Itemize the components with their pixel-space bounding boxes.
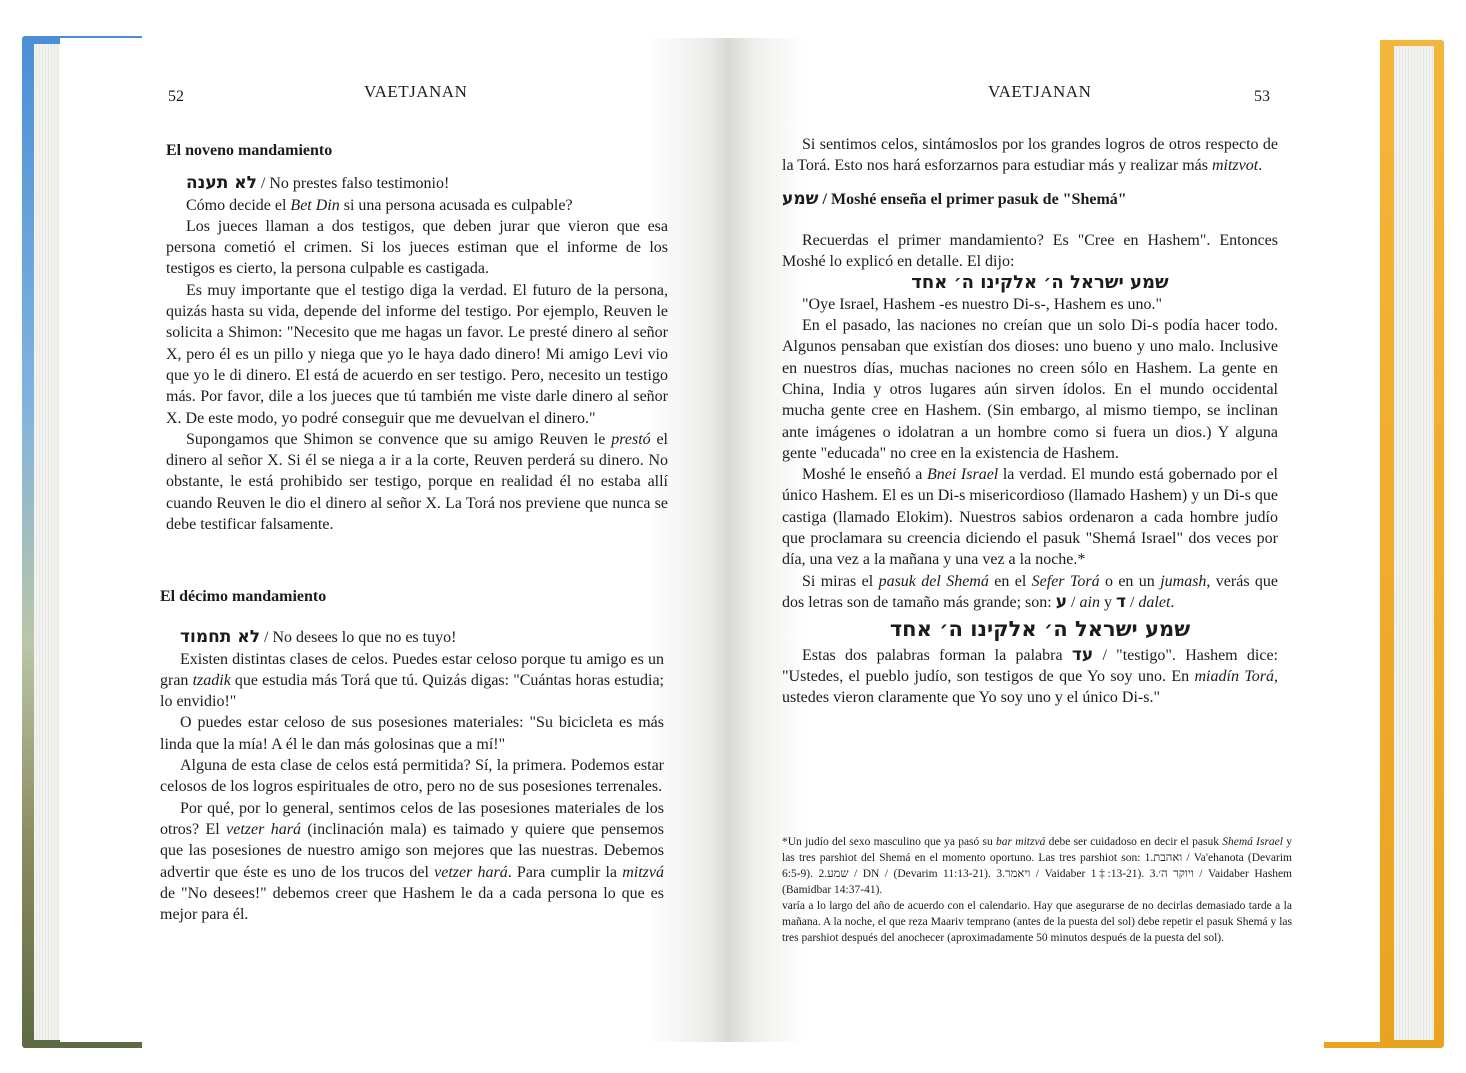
paragraph: Por qué, por lo general, sentimos celos de las posesiones materiales de los otros? El vetzer hará (inclinación mala) es taimado y quiere que pensemos que las posesiones de nuestro amigo son mejores que las nuestras. Debemos advertir que éste es uno de los trucos del vetzer hará. Para cumplir la mitzvá de "No desees!" debemos creer que Hashem le da a cada persona lo que es mejor para él. [160,799,665,924]
left-page [60,38,728,1042]
shema-verse-large: שמע ישראל ה׳ אלקינו ה׳ אחד [889,617,1191,642]
footnote-text: *Un judío del sexo masculino que ya pasó su bar mitzvá debe ser cuidadoso en decir el pasuk Shemá Israel y las tres parshiot del Shemá en el momento oportuno. Las tres parshiot son: 1.ואהבת / Va'ehanota (Devarim 6:5-9). 2.שמע / DN / (Devarim 11:13-21). 3.ויאמר / Vaidaber 1‡:13-21). 3.ויוקר ה׳ / Vaidaber Hashem (Bamidbar 14:37-41). [782,836,1293,896]
paragraph: Estas dos palabras forman la palabra עד / "testigo". Hashem dice: "Ustedes, el pueblo judío, son testigos de que Yo soy uno. En miadín Torá, ustedes vieron claramente que Yo soy uno y el único Di-s." [782,644,1278,707]
footnote [782,834,1292,946]
right-page [728,38,1380,1042]
left-column-bottom [160,586,664,925]
paragraph: Cómo decide el Bet Din si una persona acusada es culpable? [186,196,573,214]
page-edges-right [1394,46,1434,1040]
page-number-left: 52 [168,88,184,105]
section-heading-shema: שמע / Moshé enseña el primer pasuk de "Shemá" [782,188,1127,209]
running-head-left: VAETJANAN [364,82,468,101]
left-column-top [166,140,668,535]
paragraph: Recuerdas el primer mandamiento? Es "Cree en Hashem". Entonces Moshé lo explicó en detalle. El dijo: [782,231,1278,271]
paragraph: O puedes estar celoso de sus posesiones materiales: "Su bicicleta es más linda que la mía! A él le dan más golosinas que a mí!" [160,714,664,753]
paragraph: Los jueces llaman a dos testigos, que deben jurar que vieron que esa persona cometió el crimen. Si los jueces estiman que el informe de los testigos es cierto, la persona culpable es castigada. [166,217,668,278]
page-number-right: 53 [1254,88,1270,105]
running-head-right: VAETJANAN [988,82,1092,101]
footnote-text-continued: varía a lo largo del año de acuerdo con el calendario. Hay que asegurarse de no decirlas demasiado tarde a la mañana. A la noche, el que reza Maariv temprano (antes de la puesta del sol) debe repetir el pasuk Shemá y las tres parshiot después del anochecer (aproximadamente 50 minutos después de la puesta del sol). [782,900,1292,944]
paragraph: Alguna de esta clase de celos está permitida? Sí, la primera. Podemos estar celosos de los logros espirituales de otro, pero no de sus posesiones terrenales. [160,757,664,796]
hebrew-lo-taane: לא תענה [186,173,257,194]
paragraph: Si miras el pasuk del Shemá en el Sefer Torá o en un jumash, verás que dos letras son de tamaño más grande; son: ע / ain y ד / dalet. [782,572,1279,612]
ninth-commandment-line: לא תענה / No prestes falso testimonio! [186,173,450,194]
paragraph: Moshé le enseñó a Bnei Israel la verdad. El mundo está gobernado por el único Hashem. El es un Di-s misericordioso (llamado Hashem) y un Di-s que castiga (llamado Elokim). Nuestros sabios ordenaron a cada hombre judío que proclamara su creencia diciendo el pasuk "Shemá Israel" dos veces por día, una vez a la mañana y una vez a la noche.* [782,466,1278,569]
paragraph: "Oye Israel, Hashem -es nuestro Di-s-, Hashem es uno." [802,295,1163,313]
section-heading-tenth: El décimo mandamiento [160,588,327,605]
paragraph: En el pasado, las naciones no creían que un solo Di-s podía hacer todo. Algunos pensaban que existían dos dioses: uno bueno y uno malo. Inclusive en nuestros días, muchas naciones no creen sólo en Hashem. La gente en China, India y otros lugares aún sirven ídolos. En el mundo occidental mucha gente cree en Hashem. (Sin embargo, al mismo tiempo, se inclinan ante imágenes o idolatran a un hombre como si fuera un dios.) Y alguna gente "educada" no cree en la existencia de Hashem. [782,317,1278,462]
paragraph: Si sentimos celos, sintámoslos por los grandes logros de otros respecto de la Torá. Esto nos hará esforzarnos para estudiar más y realizar más mitzvot. [782,136,1278,175]
paragraph: Existen distintas clases de celos. Puedes estar celoso porque tu amigo es un gran tzadik que estudia más Torá que tú. Quizás digas: "Cuántas horas estudia; lo envidio!" [160,650,665,711]
right-column [782,134,1278,708]
paragraph: Supongamos que Shimon se convence que su amigo Reuven le prestó el dinero al señor X. Si él se niega a ir a la corte, Reuven perderá su dinero. No obstante, le está prohibido ser testigo, porque en realidad él no estaba allí cuando Reuven le dio el dinero al señor X. La Torá nos previene que nunca se debe testificar falsamente. [166,430,669,534]
shema-verse: שמע ישראל ה׳ אלקינו ה׳ אחד [911,272,1169,294]
hebrew-lo-tajmod: לא תחמוד [180,627,261,648]
section-heading-ninth: El noveno mandamiento [166,142,333,159]
tenth-commandment-line: לא תחמוד / No desees lo que no es tuyo! [180,627,457,648]
paragraph: Es muy importante que el testigo diga la verdad. El futuro de la persona, quizás hasta su vida, depende del informe del testigo. Por ejemplo, Reuven le solicita a Shimon: "Necesito que me hagas un favor. Le presté dinero al señor X, pero él es un pillo y niega que yo le haya dado dinero! Mi amigo Levi vio que yo le di dinero. El está de acuerdo en ser testigo. Pero, necesito un testigo más. Por favor, dile a los jueces que tú también me viste darle dinero al señor X. De este modo, yo podré conseguir que me devuelvan el dinero." [166,281,668,427]
